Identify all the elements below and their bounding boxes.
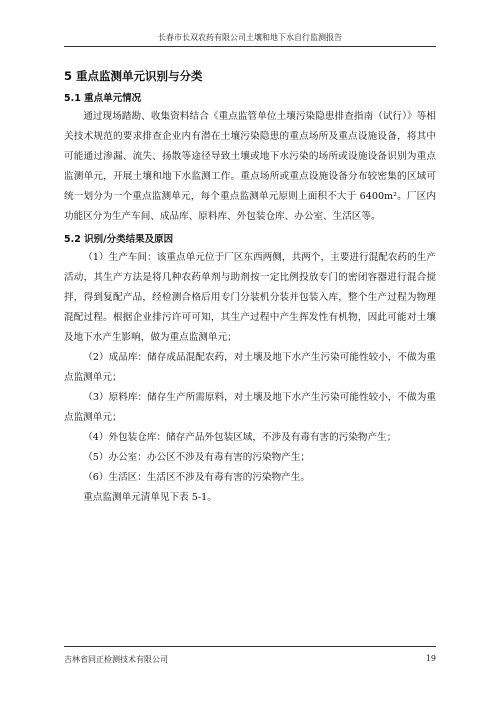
paragraph: （4）外包装仓库：储存产品外包装区域，不涉及有毒有害的污染物产生； — [83, 432, 397, 443]
page-number: 19 — [425, 654, 436, 663]
paragraph: （3）原料库：储存生产所需原料，对土壤及地下水产生污染可能性较小，不做为重点监测单元； — [64, 392, 436, 423]
footer-company: 吉林省同正检测技术有限公司 — [64, 655, 168, 664]
paragraph: （5）办公室：办公区不涉及有毒有害的污染物产生； — [83, 452, 310, 463]
paragraph: 通过现场踏勘、收集资料结合《重点监管单位土壤污染隐患排查指南（试行）》等相关技术规范的要求排查企业内有潜在土壤污染隐患的重点场所及重点设施设备，将其中可能通过渗漏、流失、扬散等途径导致土壤或地下水污染的场所或设施设备识别为重点监测单元，开展土壤和地下水监测工作。重点场所或重点设施设备分布较密集的区域可统一划分为一个重点监测单元，每个重点监测单元原则上面积不大于 6400m²。厂区内功能区分为生产车间、成品库、原料库、外包装仓库、办公室、生活区等。 — [64, 111, 436, 222]
running-header: 长春市长双农药有限公司土壤和地下水自行监测报告 — [158, 33, 342, 42]
section-heading: 5 重点监测单元识别与分类 — [64, 69, 203, 83]
footer-rule — [64, 646, 436, 647]
paragraph: 重点监测单元清单见下表 5-1。 — [83, 492, 217, 503]
paragraph: （6）生活区：生活区不涉及有毒有害的污染物产生。 — [83, 472, 310, 483]
header-rule — [64, 46, 436, 47]
page-body — [64, 60, 436, 508]
paragraph: （1）生产车间：该重点单元位于厂区东西两侧，共两个，主要进行混配农药的生产活动，其生产方法是将几种农药单剂与助剂按一定比例投放专门的密闭容器进行混合搅拌，得到复配产品，经检测合格后用专门分装机分装并包装入库，整个生产过程为物理混配过程。根据企业排污许可可知，其生产过程中产生挥发性有机物，因此可能对土壤及地下水产生影响，做为重点监测单元； — [64, 252, 436, 343]
subsection-heading: 5.1 重点单元情况 — [64, 93, 142, 104]
paragraph: （2）成品库：储存成品混配农药，对土壤及地下水产生污染可能性较小，不做为重点监测单元； — [64, 352, 436, 383]
subsection-heading: 5.2 识别/分类结果及原因 — [64, 234, 174, 245]
